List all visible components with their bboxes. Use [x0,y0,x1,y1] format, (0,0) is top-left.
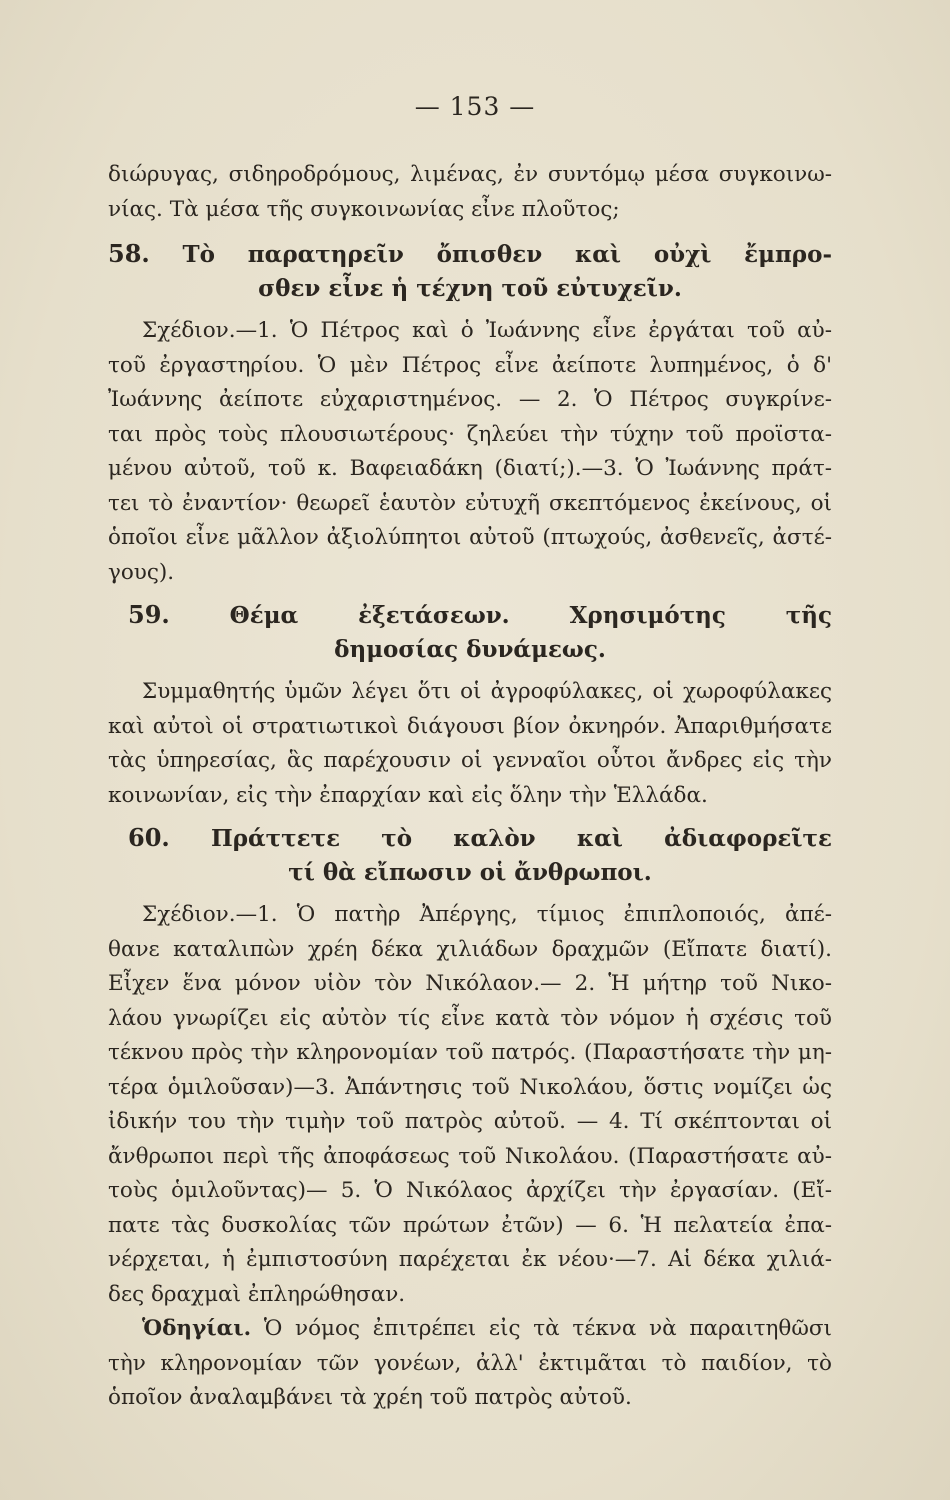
text-line: Εἶχεν ἕνα μόνον υἱὸν τὸν Νικόλαον.— 2. Ἡ μήτηρ τοῦ Νικο- [108,971,832,996]
text-line: ται πρὸς τοὺς πλουσιωτέρους· ζηλεύει τὴν τύχην τοῦ προϊστα- [108,421,832,447]
section-title: Τὸ παρατηρεῖν ὄπισθεν καὶ οὐχὶ ἔμπρο- [182,241,832,268]
text-line: νίας. Τὰ μέσα τῆς συγκοινωνίας εἶνε πλοῦτος; [108,196,620,222]
instructions-text: Ὁ νόμος ἐπιτρέπει εἰς τὰ τέκνα νὰ παραιτηθῶσι [263,1316,832,1341]
section-number: 59. [128,600,170,629]
text-line: Σχέδιον.—1. Ὁ πατὴρ Ἀπέργης, τίμιος ἐπιπλοποιός, ἀπέ- [142,902,832,927]
text-line: θανε καταλιπὼν χρέη δέκα χιλιάδων δραχμῶν (Εἴπατε διατί). [108,936,832,962]
text-line: τὰς ὑπηρεσίας, ἃς παρέχουσιν οἱ γενναῖοι οὗτοι ἄνδρες εἰς τὴν [108,748,832,773]
text-line: Συμμαθητής ὑμῶν λέγει ὅτι οἱ ἀγροφύλακες, οἱ χωροφύλακες [142,679,832,704]
section-58-heading [108,237,832,272]
page-number: — 153 — [414,92,536,121]
text-line: πατε τὰς δυσκολίας τῶν πρώτων ἐτῶν) — 6. Ἡ πελατεία ἐπα- [108,1212,832,1238]
text-line: κοινωνίαν, εἰς τὴν ἐπαρχίαν καὶ εἰς ὅλην τὴν Ἑλλάδα. [108,782,708,808]
section-59-heading [108,598,832,633]
section-number: 58. [108,239,150,268]
instructions-label: Ὁδηγίαι. [142,1316,252,1341]
text-line: τει τὸ ἐναντίον· θεωρεῖ ἑαυτὸν εὐτυχῆ σκεπτόμενος ἐκείνους, οἱ [108,490,832,516]
section-title: Θέμα ἐξετάσεων. Χρησιμότης τῆς [229,602,833,629]
text-line: καὶ αὐτοὶ οἱ στρατιωτικοὶ διάγουσι βίον ὀκνηρόν. Ἀπαριθμήσατε [108,713,832,739]
text-line: τοῦ ἐργαστηρίου. Ὁ μὲν Πέτρος εἶνε ἀείποτε λυπημένος, ὁ δ' [108,352,832,378]
section-number: 60. [128,823,170,852]
text-line: τοὺς ὁμιλοῦντας)— 5. Ὁ Νικόλαος ἀρχίζει τὴν ἐργασίαν. (Εἴ- [108,1178,832,1203]
text-line: ἰδικήν του τὴν τιμὴν τοῦ πατρὸς αὐτοῦ. — 4. Τί σκέπτονται οἱ [108,1109,832,1134]
text-line: Ἰωάννης ἀείποτε εὐχαριστημένος. — 2. Ὁ Πέτρος συγκρίνε- [108,387,832,412]
text-line: ὁποῖον ἀναλαμβάνει τὰ χρέη τοῦ πατρὸς αὐτοῦ. [108,1385,632,1410]
section-title-cont: σθεν εἶνε ἡ τέχνη τοῦ εὐτυχεῖν. [258,274,682,302]
text-line: τέρα ὁμιλοῦσαν)—3. Ἀπάντησις τοῦ Νικολάου, ὅστις νομίζει ὡς [108,1074,832,1100]
text-line: Σχέδιον.—1. Ὁ Πέτρος καὶ ὁ Ἰωάννης εἶνε ἐργάται τοῦ αὐ- [142,318,832,343]
page-text [108,158,832,1416]
text-line: τὴν κληρονομίαν τῶν γονέων, ἀλλ' ἐκτιμᾶται τὸ παιδίον, τὸ [108,1350,832,1376]
instructions-paragraph [108,1312,832,1347]
section-60-heading [108,821,832,856]
text-line: μένου αὐτοῦ, τοῦ κ. Βαφειαδάκη (διατί;).—3. Ὁ Ἰωάννης πράτ- [108,456,832,481]
section-title-cont: δημοσίας δυνάμεως. [334,635,606,663]
section-title-cont: τί θὰ εἴπωσιν οἱ ἄνθρωποι. [288,858,652,886]
text-line: ἄνθρωποι περὶ τῆς ἀποφάσεως τοῦ Νικολάου. (Παραστήσατε αὐ- [108,1143,832,1169]
section-title: Πράττετε τὸ καλὸν καὶ ἀδιαφορεῖτε [210,825,832,852]
text-line: δες δραχμαὶ ἐπληρώθησαν. [108,1281,406,1307]
text-line: ὁποῖοι εἶνε μᾶλλον ἀξιολύπητοι αὐτοῦ (πτωχούς, ἀσθενεῖς, ἀστέ- [108,525,832,550]
text-line: διώρυγας, σιδηροδρόμους, λιμένας, ἐν συντόμῳ μέσα συγκοινω- [108,162,832,187]
text-line: λάου γνωρίζει εἰς αὐτὸν τίς εἶνε κατὰ τὸν νόμον ἡ σχέσις τοῦ [108,1005,832,1031]
text-line: γους). [108,559,175,585]
text-line: νέρχεται, ἡ ἐμπιστοσύνη παρέχεται ἐκ νέου·—7. Αἱ δέκα χιλιά- [108,1247,832,1272]
text-line: τέκνου πρὸς τὴν κληρονομίαν τοῦ πατρός. (Παραστήσατε τὴν μη- [108,1040,832,1065]
